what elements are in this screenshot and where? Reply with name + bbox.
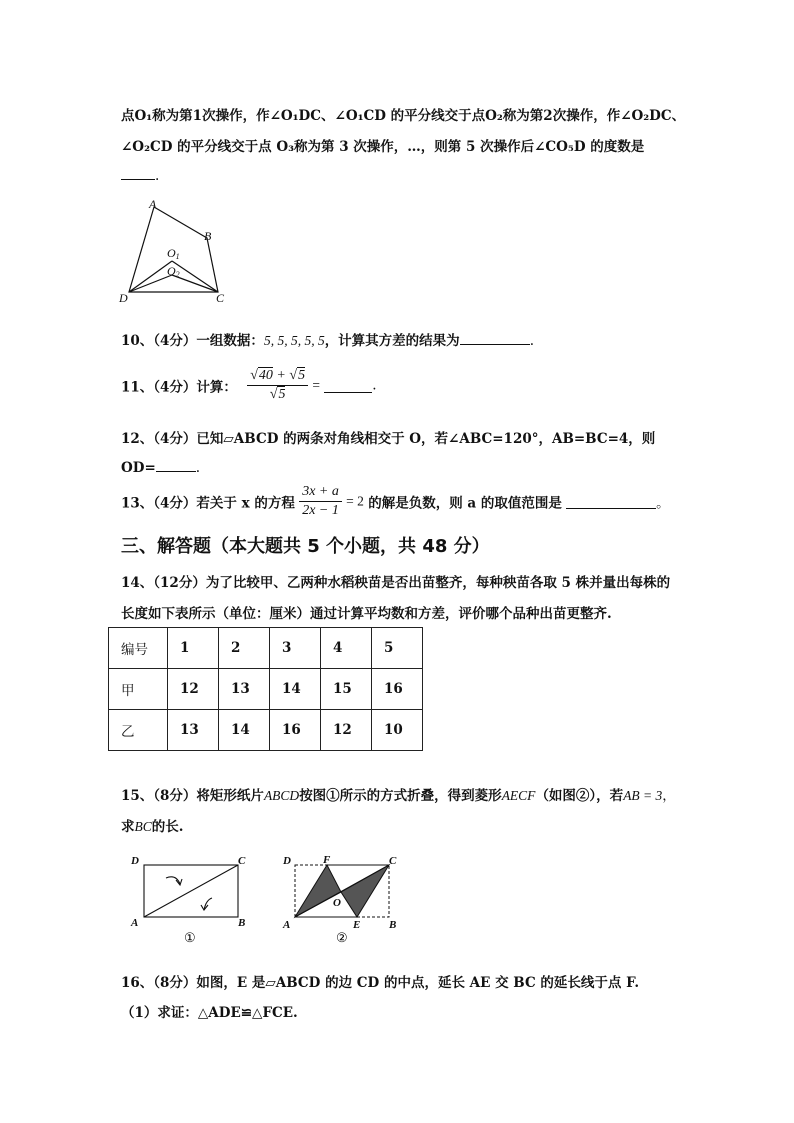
- q15-figure-2: [281, 852, 411, 948]
- q9-answer-blank[interactable]: [121, 166, 155, 180]
- q13-fraction: $\frac{3x + a}{2x - 1}$: [299, 484, 342, 519]
- fig2-label-f: F: [323, 854, 331, 866]
- q16-line-2: （1）求证：△ADE≌△FCE.: [121, 1005, 298, 1021]
- table-cell: 1: [168, 628, 219, 669]
- rhombus-right-triangle: [341, 865, 389, 917]
- table-cell: 10: [372, 710, 423, 751]
- q9-quadrilateral-figure: [112, 196, 242, 308]
- fig2-label-d: D: [283, 855, 291, 867]
- section-3-title: 三、解答题（本大题共 5 个小题，共 48 分）: [121, 536, 490, 557]
- q14-line-2: 长度如下表所示（单位：厘米）通过计算平均数和方差，评价哪个品种出苗更整齐.: [121, 606, 612, 622]
- q11-answer-blank[interactable]: [324, 379, 372, 393]
- fig2-label-o: O: [333, 897, 341, 909]
- label-c: C: [216, 291, 225, 305]
- q12-line-2: OD= .: [121, 460, 201, 476]
- q11-fraction: $\frac{√40 + √5}{√5}$: [247, 368, 308, 403]
- q9-line-2: ∠O₂CD 的平分线交于点 O₃称为第 3 次操作，…，则第 5 次操作后∠CO₅D 的度数是: [121, 139, 645, 155]
- q9-line-1: 点O₁称为第1次操作，作∠O₁DC、∠O₁CD 的平分线交于点O₂称为第2次操作，作∠O₂DC、: [121, 108, 686, 124]
- table-cell: 13: [219, 669, 270, 710]
- label-d: D: [119, 291, 128, 305]
- fig2-label-b: B: [389, 919, 397, 931]
- table-row: [109, 669, 423, 710]
- label-b: B: [204, 229, 212, 243]
- label-a: A: [149, 197, 157, 211]
- q14-line-1: 14、（12分）为了比较甲、乙两种水稻秧苗是否出苗整齐，每种秧苗各取 5 株并量出每株的: [121, 575, 671, 591]
- fig2-label-c: C: [389, 855, 397, 867]
- table-cell: 16: [372, 669, 423, 710]
- q16-line-1: 16、（8分）如图，E 是▱ABCD 的边 CD 的中点，延长 AE 交 BC 的延长线于点 F.: [121, 975, 640, 991]
- fig1-label-a: A: [131, 917, 139, 929]
- q11: 11、（4分）计算： $\frac{√40 + √5}{√5}$ = .: [121, 368, 377, 402]
- table-cell: 甲: [109, 669, 168, 710]
- q12-answer-blank[interactable]: [156, 458, 196, 472]
- q15-line-1: 15、（8分）将矩形纸片ABCD按图①所示的方式折叠，得到菱形AECF（如图②），若AB = 3，: [121, 788, 676, 804]
- fig2-caption: ②: [336, 930, 348, 945]
- q12-line-1: 12、（4分）已知▱ABCD 的两条对角线相交于 O，若∠ABC=120°，AB=BC=4，则: [121, 431, 656, 447]
- table-cell: 编号: [109, 628, 168, 669]
- table-cell: 13: [168, 710, 219, 751]
- label-o2: O2: [167, 264, 180, 279]
- fig2-label-a: A: [283, 919, 291, 931]
- q13-answer-blank[interactable]: [566, 495, 656, 509]
- table-cell: 5: [372, 628, 423, 669]
- label-o1: O1: [167, 246, 180, 261]
- q15-figure-1: [128, 852, 258, 948]
- rhombus-left-triangle: [295, 865, 341, 917]
- fig1-caption: ①: [184, 930, 196, 945]
- fig1-label-b: B: [238, 917, 246, 929]
- q13: 13、（4分）若关于 x 的方程 $\frac{3x + a}{2x - 1}$ = 2 的解是负数，则 a 的取值范围是 。: [121, 484, 670, 518]
- fig1-label-c: C: [238, 855, 246, 867]
- table-cell: 15: [321, 669, 372, 710]
- fig2-label-e: E: [353, 919, 361, 931]
- table-cell: 2: [219, 628, 270, 669]
- table-cell: 14: [219, 710, 270, 751]
- table-cell: 16: [270, 710, 321, 751]
- table-cell: 乙: [109, 710, 168, 751]
- table-cell: 12: [321, 710, 372, 751]
- table-cell: 4: [321, 628, 372, 669]
- q9-answer-line: .: [121, 166, 159, 184]
- q10-answer-blank[interactable]: [460, 331, 530, 345]
- q10: 10、（4分）一组数据：5, 5, 5, 5, 5，计算其方差的结果为 .: [121, 333, 534, 349]
- fig1-label-d: D: [131, 855, 139, 867]
- q14-data-table: [108, 627, 423, 751]
- table-cell: 14: [270, 669, 321, 710]
- table-cell: 3: [270, 628, 321, 669]
- table-row: [109, 710, 423, 751]
- table-header-row: [109, 628, 423, 669]
- q15-line-2: 求BC的长.: [121, 819, 184, 835]
- table-cell: 12: [168, 669, 219, 710]
